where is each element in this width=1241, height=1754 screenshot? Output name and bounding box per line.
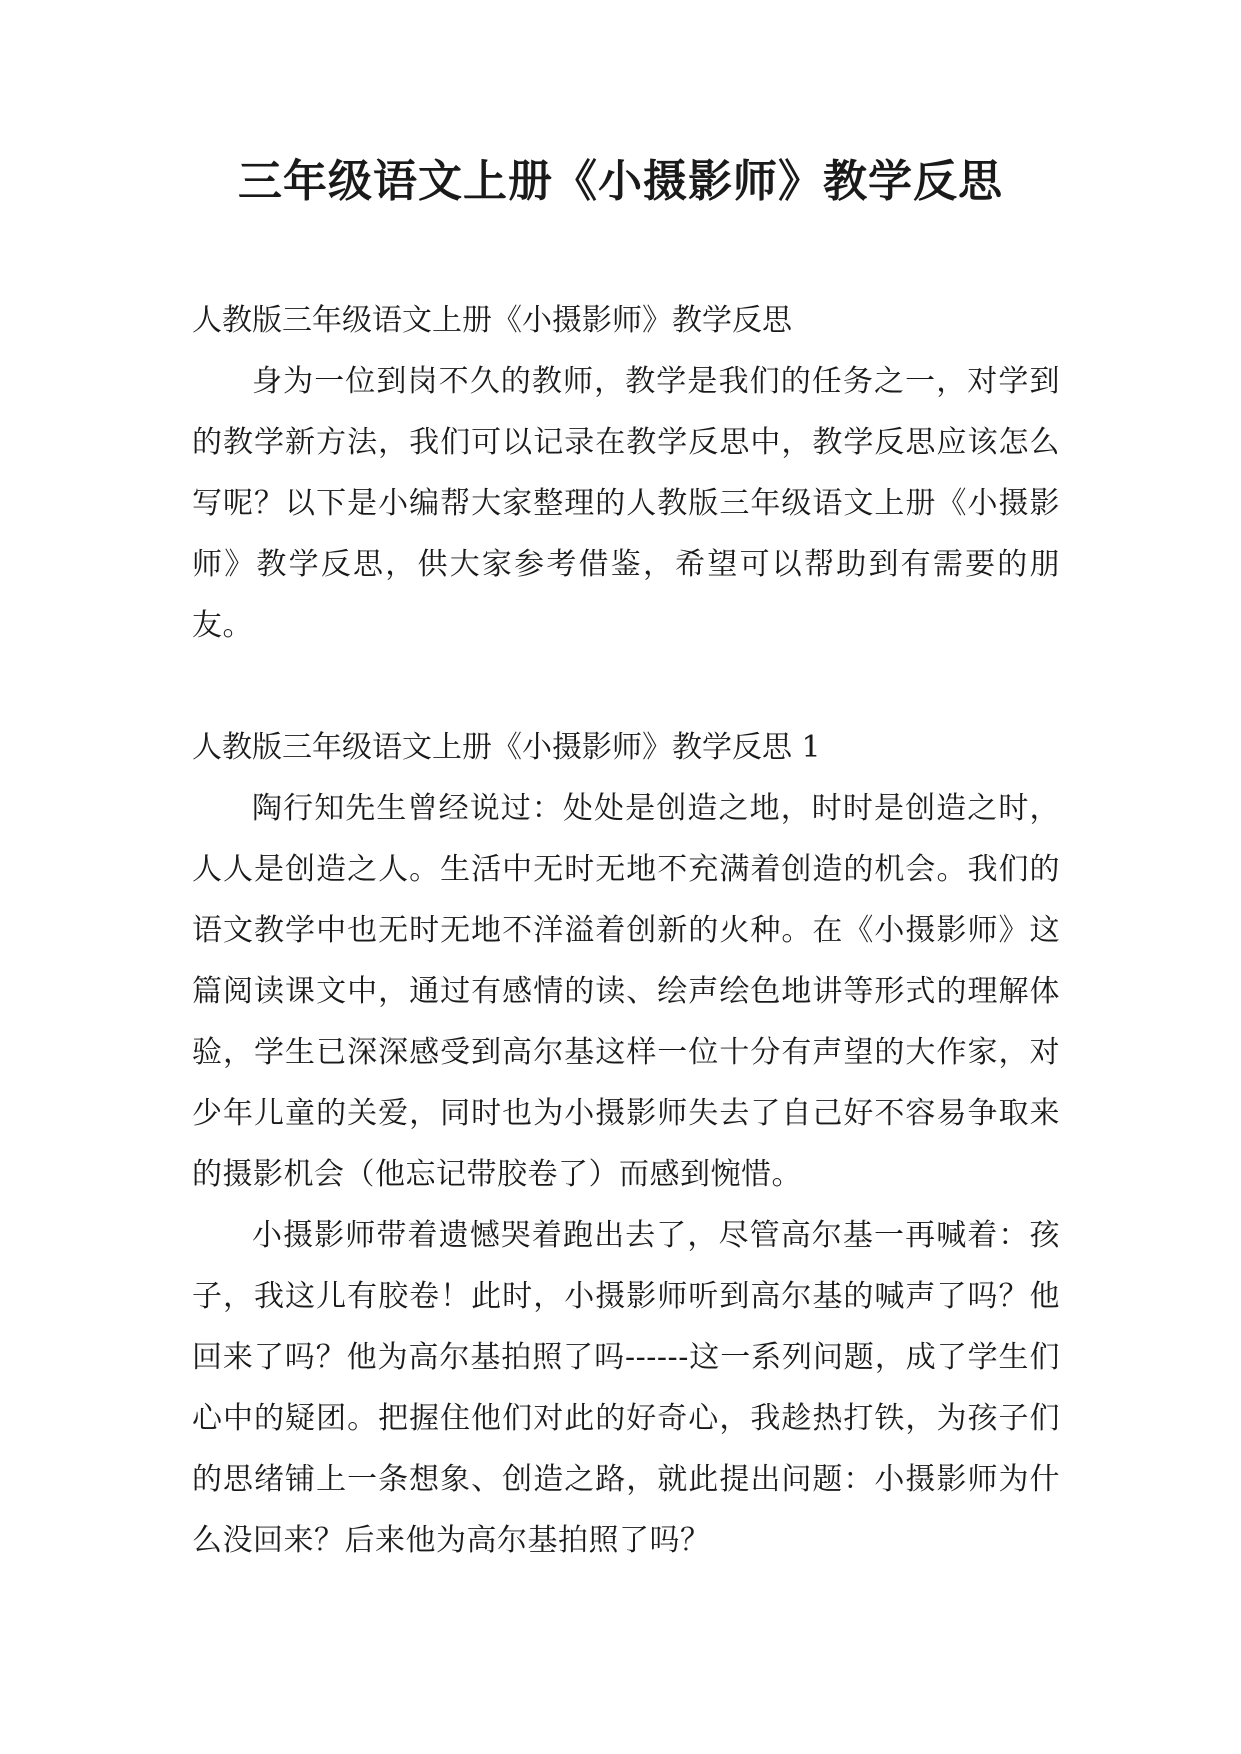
section1-paragraph-1: 陶行知先生曾经说过：处处是创造之地，时时是创造之时，人人是创造之人。生活中无时无地不充满着创造的机会。我们的语文教学中也无时无地不洋溢着创新的火种。在《小摄影师》这篇阅读课文中，通过有感情的读、绘声绘色地讲等形式的理解体验，学生已深深感受到高尔基这样一位十分有声望的大作家，对少年儿童的关爱，同时也为小摄影师失去了自己好不容易争取来的摄影机会（他忘记带胶卷了）而感到惋惜。 [192, 791, 1060, 1192]
document-title: 三年级语文上册《小摄影师》教学反思 [238, 156, 1003, 207]
intro-paragraph: 身为一位到岗不久的教师，教学是我们的任务之一，对学到的教学新方法，我们可以记录在教学反思中，教学反思应该怎么写呢？以下是小编帮大家整理的人教版三年级语文上册《小摄影师》教学反思，供大家参考借鉴，希望可以帮助到有需要的朋友。 [192, 364, 1060, 643]
section-spacer [192, 656, 1060, 717]
intro-heading: 人教版三年级语文上册《小摄影师》教学反思 [192, 303, 792, 338]
section1-paragraph-2: 小摄影师带着遗憾哭着跑出去了，尽管高尔基一再喊着：孩子，我这儿有胶卷！此时，小摄影师听到高尔基的喊声了吗？他回来了吗？他为高尔基拍照了吗------这一系列问题，成了学生们心中的疑团。把握住他们对此的好奇心，我趁热打铁，为孩子们的思绪铺上一条想象、创造之路，就此提出问题：小摄影师为什么没回来？后来他为高尔基拍照了吗？ [192, 1218, 1060, 1558]
document-body [192, 290, 1060, 1571]
section1-heading: 人教版三年级语文上册《小摄影师》教学反思 1 [192, 730, 821, 765]
